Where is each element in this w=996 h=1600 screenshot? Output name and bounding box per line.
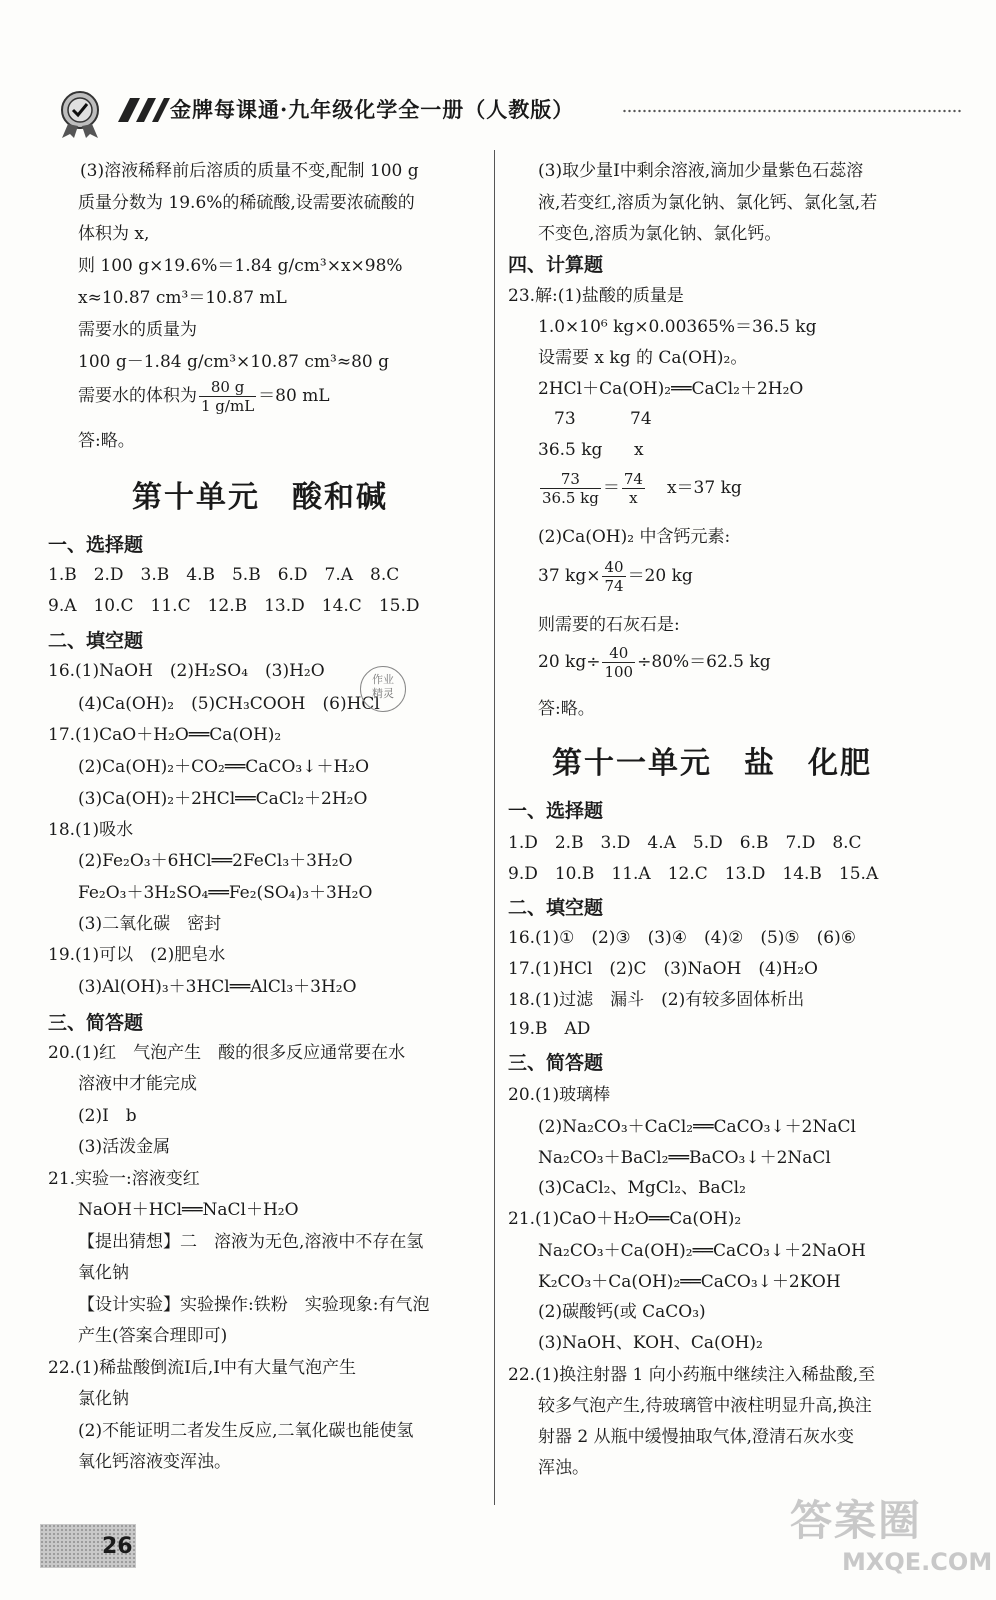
section-heading: 三、简答题: [508, 1052, 604, 1074]
answer-line: 22.(1)换注射器 1 向小药瓶中继续注入稀盐酸,至: [508, 1365, 876, 1385]
text: 需要水的体积为: [78, 386, 197, 406]
answer-line: 1.B 2.D 3.B 4.B 5.B 6.D 7.A 8.C: [48, 565, 400, 585]
answer-line: (3)取少量Ⅰ中剩余溶液,滴加少量紫色石蕊溶: [538, 161, 864, 181]
equation-line: 2HCl＋Ca(OH)₂══CaCl₂＋2H₂O: [538, 379, 804, 399]
unit-heading: 第十单元 酸和碱: [132, 480, 388, 515]
denominator: 100: [604, 663, 634, 681]
numerator: 80 g: [199, 378, 256, 397]
answer-line: (3)活泼金属: [78, 1137, 171, 1157]
answer-line: 【提出猜想】二 溶液为无色,溶液中不存在氢: [78, 1232, 424, 1252]
text: x＝37 kg: [666, 478, 742, 498]
answer-line: 液,若变红,溶质为氯化钠、氯化钙、氯化氢,若: [538, 193, 878, 213]
answer-line: 则需要的石灰石是:: [538, 615, 680, 635]
answer-line: 答:略。: [538, 699, 595, 719]
answer-line: (3)二氧化碳 密封: [78, 914, 222, 934]
answer-line: 氧化钙溶液变浑浊。: [78, 1452, 231, 1472]
formula-line: [538, 644, 771, 681]
answer-line: 16.(1)NaOH (2)H₂SO₄ (3)H₂O: [48, 661, 325, 681]
ratio-line: [538, 470, 742, 507]
molar-mass: 73: [554, 409, 576, 429]
text: ÷80%＝62.5 kg: [637, 652, 771, 672]
answer-line: 17.(1)CaO＋H₂O══Ca(OH)₂: [48, 725, 282, 745]
answer-line: 氧化钠: [78, 1263, 129, 1283]
text: 20 kg÷: [538, 652, 601, 672]
fraction: [199, 378, 256, 415]
fraction: [602, 558, 625, 595]
section-heading: 四、计算题: [508, 254, 604, 276]
quantity: 36.5 kg: [538, 440, 603, 460]
answer-line: 20.(1)红 气泡产生 酸的很多反应通常要在水: [48, 1043, 406, 1063]
formula-line: [538, 558, 693, 595]
answer-line: (3)NaOH、KOH、Ca(OH)₂: [538, 1333, 763, 1353]
answer-line: (2)Fe₂O₃＋6HCl══2FeCl₃＋3H₂O: [78, 851, 353, 871]
answer-line: (2)碳酸钙(或 CaCO₃): [538, 1302, 706, 1322]
answer-line: (4)Ca(OH)₂ (5)CH₃COOH (6)HCl: [78, 694, 380, 714]
denominator: 1 g/mL: [201, 397, 255, 415]
answer-line: 17.(1)HCl (2)C (3)NaOH (4)H₂O: [508, 959, 818, 979]
answer-line: (2)Na₂CO₃＋CaCl₂══CaCO₃↓＋2NaCl: [538, 1117, 856, 1137]
answer-line: 设需要 x kg 的 Ca(OH)₂。: [538, 348, 748, 368]
page-header: [40, 72, 960, 152]
quantity: x: [634, 440, 644, 460]
answer-line: Na₂CO₃＋Ca(OH)₂══CaCO₃↓＋2NaOH: [538, 1241, 866, 1261]
numerator: 40: [602, 644, 635, 663]
text-line: 质量分数为 19.6%的稀硫酸,设需要浓硫酸的: [78, 193, 415, 213]
answer-line: 溶液中才能完成: [78, 1074, 197, 1094]
numerator: 74: [623, 470, 643, 488]
numerator: 73: [540, 470, 601, 489]
text: 37 kg×: [538, 566, 601, 586]
answer-line: 16.(1)① (2)③ (3)④ (4)② (5)⑤ (6)⑥: [508, 928, 856, 948]
text-line: x≈10.87 cm³＝10.87 mL: [78, 288, 287, 308]
answer-line: 19.B AD: [508, 1019, 591, 1039]
answer-line: 答:略。: [78, 431, 135, 451]
answer-line: (3)Ca(OH)₂＋2HCl══CaCl₂＋2H₂O: [78, 789, 368, 809]
answer-line: 23.解:(1)盐酸的质量是: [508, 286, 684, 306]
answer-line: 射器 2 从瓶中缓慢抽取气体,澄清石灰水变: [538, 1427, 855, 1447]
section-heading: 一、选择题: [508, 800, 604, 822]
answer-line: (2)不能证明二者发生反应,二氧化碳也能使氢: [78, 1421, 414, 1441]
answer-line: (2)Ca(OH)₂＋CO₂══CaCO₃↓＋H₂O: [78, 757, 370, 777]
answer-line: NaOH＋HCl══NaCl＋H₂O: [78, 1200, 299, 1220]
denominator: x: [629, 489, 638, 507]
section-heading: 一、选择题: [48, 534, 144, 556]
answer-line: 22.(1)稀盐酸倒流Ⅰ后,Ⅰ中有大量气泡产生: [48, 1358, 356, 1378]
answer-line: 20.(1)玻璃棒: [508, 1085, 611, 1105]
text: ＝20 kg: [627, 566, 693, 586]
answer-line: 不变色,溶质为氯化钠、氯化钙。: [538, 224, 782, 244]
text-line: 体积为 x,: [78, 224, 150, 244]
section-heading: 二、填空题: [48, 630, 144, 652]
column-divider: [494, 150, 495, 1505]
header-dotted-rule: [622, 108, 962, 114]
medal-badge-icon: [54, 88, 106, 140]
denominator: 36.5 kg: [542, 489, 599, 507]
header-title: 金牌每课通·九年级化学全一册（人教版）: [170, 97, 575, 122]
answer-line: 9.A 10.C 11.C 12.B 13.D 14.C 15.D: [48, 596, 420, 616]
answer-line: 1.D 2.B 3.D 4.A 5.D 6.B 7.D 8.C: [508, 833, 862, 853]
section-heading: 三、简答题: [48, 1012, 144, 1034]
text-line: 100 g－1.84 g/cm³×10.87 cm³≈80 g: [78, 352, 389, 372]
answer-line: 产生(答案合理即可): [78, 1326, 228, 1346]
page-number: 26: [102, 1534, 133, 1559]
unit-heading: 第十一单元 盐 化肥: [552, 746, 872, 781]
answer-line: 18.(1)吸水: [48, 820, 134, 840]
answer-line: 21.实验一:溶液变红: [48, 1169, 200, 1189]
answer-line: K₂CO₃＋Ca(OH)₂══CaCO₃↓＋2KOH: [538, 1272, 841, 1292]
stamp-watermark: 作业 精灵: [360, 666, 406, 712]
denominator: 74: [604, 577, 624, 595]
answer-line: Fe₂O₃＋3H₂SO₄══Fe₂(SO₄)₃＋3H₂O: [78, 883, 373, 903]
answer-line: 18.(1)过滤 漏斗 (2)有较多固体析出: [508, 990, 805, 1010]
fraction: [622, 470, 645, 507]
answer-line: Na₂CO₃＋BaCl₂══BaCO₃↓＋2NaCl: [538, 1148, 831, 1168]
answer-line: 氯化钠: [78, 1389, 129, 1409]
answer-line: 【设计实验】实验操作:铁粉 实验现象:有气泡: [78, 1295, 430, 1315]
watermark-url: MXQE.COM: [842, 1548, 993, 1576]
fraction: [540, 470, 601, 507]
watermark-logo: 答案圈: [790, 1496, 923, 1545]
answer-line: (2)Ca(OH)₂ 中含钙元素:: [538, 527, 731, 547]
text: ＝80 mL: [258, 386, 330, 406]
section-heading: 二、填空题: [508, 897, 604, 919]
answer-line: 19.(1)可以 (2)肥皂水: [48, 945, 226, 965]
molar-mass: 74: [630, 409, 652, 429]
page-number-box: [40, 1524, 136, 1568]
answer-line: (2)Ⅰ b: [78, 1106, 137, 1126]
fraction: [602, 644, 635, 681]
text-line: 则 100 g×19.6%＝1.84 g/cm³×x×98%: [78, 256, 403, 276]
numerator: 40: [604, 558, 624, 576]
answer-line: 浑浊。: [538, 1458, 589, 1478]
answer-line: 21.(1)CaO＋H₂O══Ca(OH)₂: [508, 1209, 742, 1229]
answer-line: 1.0×10⁶ kg×0.00365%＝36.5 kg: [538, 317, 817, 337]
answer-line: 9.D 10.B 11.A 12.C 13.D 14.B 15.A: [508, 864, 879, 884]
text-line: 需要水的质量为: [78, 320, 197, 340]
answer-line: (3)Al(OH)₃＋3HCl══AlCl₃＋3H₂O: [78, 977, 357, 997]
answer-line: (3)CaCl₂、MgCl₂、BaCl₂: [538, 1178, 746, 1198]
answer-line: 较多气泡产生,待玻璃管中液柱明显升高,换注: [538, 1396, 872, 1416]
text-line: (3)溶液稀释前后溶质的质量不变,配制 100 g: [80, 161, 419, 181]
formula-line: [78, 378, 330, 415]
text: ＝: [602, 478, 620, 498]
